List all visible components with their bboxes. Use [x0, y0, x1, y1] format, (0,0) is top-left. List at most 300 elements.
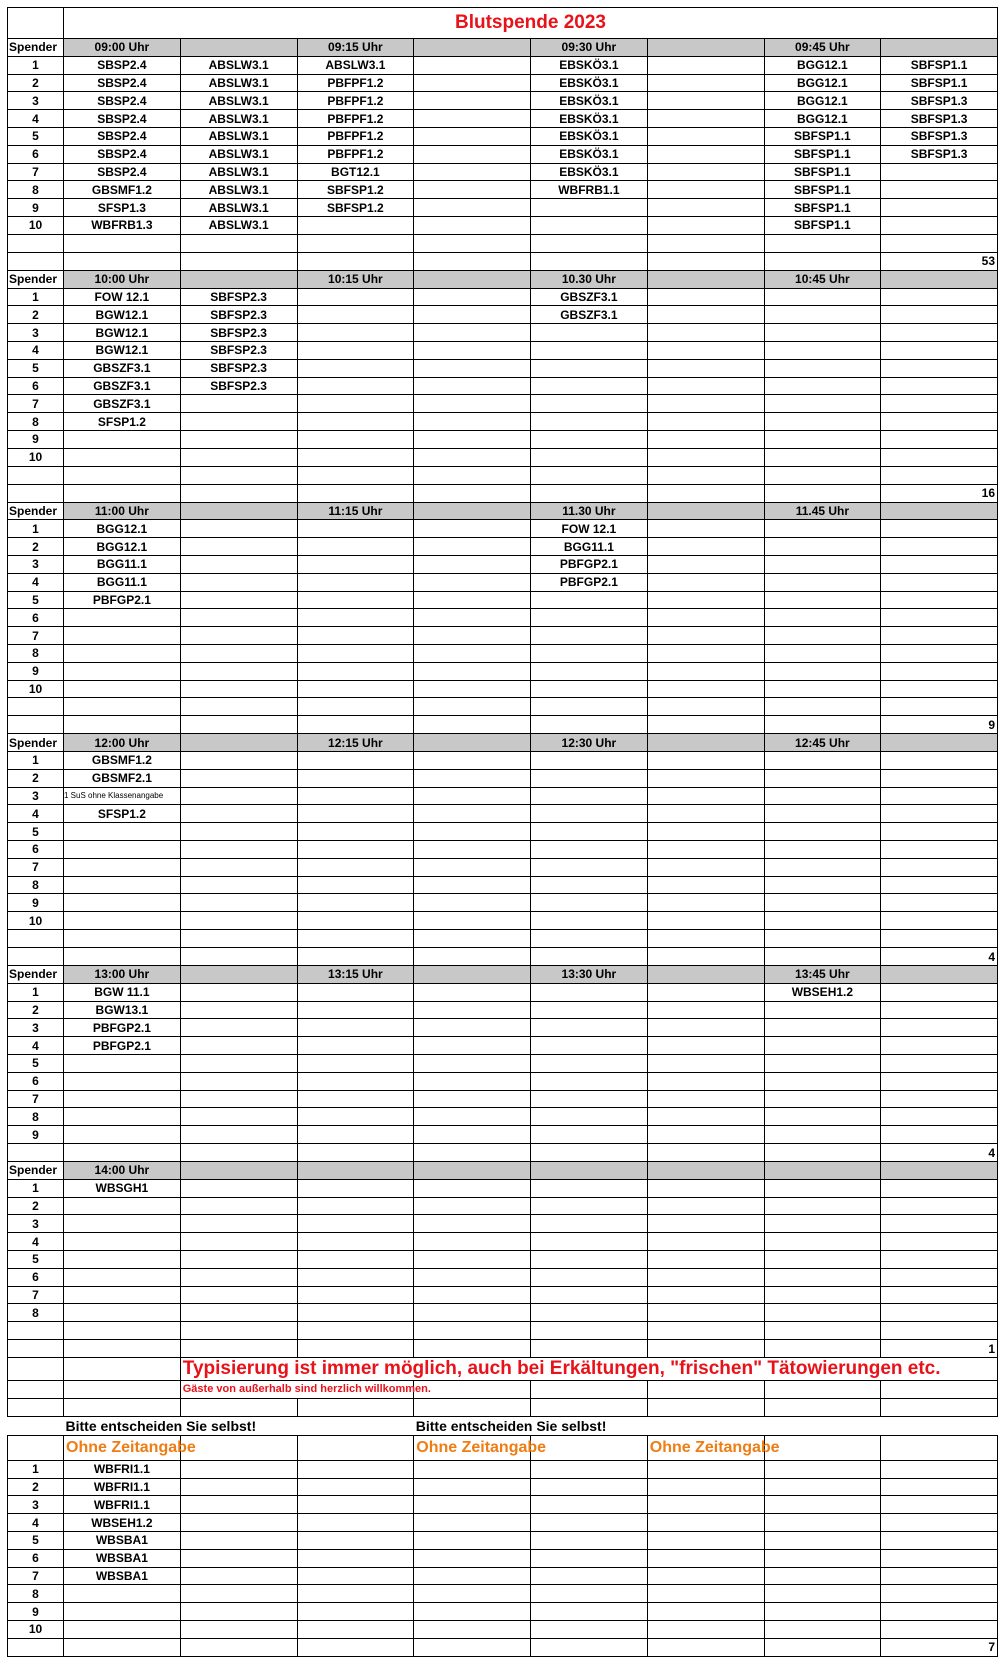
- class-cell: [297, 324, 414, 342]
- cell: [531, 930, 648, 948]
- no-time-row: [8, 1603, 998, 1621]
- cell: [8, 1435, 64, 1460]
- class-cell: [764, 306, 881, 324]
- donor-row: [8, 1268, 998, 1286]
- class-cell: SBFSP1.3: [881, 110, 998, 128]
- class-cell: [297, 1126, 414, 1144]
- class-cell: [531, 662, 648, 680]
- donor-number: 5: [8, 1531, 64, 1549]
- donor-number: 7: [8, 1090, 64, 1108]
- class-cell: [297, 591, 414, 609]
- donor-number: 9: [8, 1126, 64, 1144]
- cell: [297, 930, 414, 948]
- class-cell: [531, 341, 648, 359]
- class-cell: [764, 573, 881, 591]
- donor-row: [8, 56, 998, 74]
- cell: [297, 1514, 414, 1532]
- cell: [531, 716, 648, 734]
- class-cell: [414, 1268, 531, 1286]
- class-cell: [881, 983, 998, 1001]
- class-cell: [881, 1304, 998, 1322]
- class-cell: BGW12.1: [64, 341, 181, 359]
- class-cell: [531, 1072, 648, 1090]
- class-cell: [297, 341, 414, 359]
- class-cell: [414, 324, 531, 342]
- class-cell: [414, 769, 531, 787]
- total-row: [8, 1638, 998, 1656]
- class-cell: [531, 413, 648, 431]
- class-cell: [180, 395, 297, 413]
- cell: [414, 1567, 531, 1585]
- class-cell: [414, 805, 531, 823]
- class-cell: [180, 858, 297, 876]
- cell: [647, 698, 764, 716]
- spender-label: Spender: [8, 270, 64, 288]
- class-cell: [64, 430, 181, 448]
- class-cell: WBSGH1: [64, 1179, 181, 1197]
- class-cell: [180, 752, 297, 770]
- class-cell: [881, 520, 998, 538]
- class-cell: [531, 1126, 648, 1144]
- cell: [531, 466, 648, 484]
- donor-number: 8: [8, 876, 64, 894]
- class-cell: [297, 627, 414, 645]
- class-cell: [180, 1233, 297, 1251]
- donor-row: [8, 805, 998, 823]
- cell: [8, 1416, 64, 1435]
- class-cell: [64, 1197, 181, 1215]
- class-cell: SBFSP1.3: [881, 127, 998, 145]
- class-cell: [297, 1286, 414, 1304]
- class-cell: [647, 752, 764, 770]
- donor-row: [8, 341, 998, 359]
- class-cell: [414, 680, 531, 698]
- class-cell: [647, 538, 764, 556]
- class-cell: [881, 1251, 998, 1269]
- spender-label: Spender: [8, 1162, 64, 1180]
- donor-number: 1: [8, 1179, 64, 1197]
- cell: [414, 1381, 531, 1399]
- donor-row: [8, 644, 998, 662]
- class-cell: [64, 1108, 181, 1126]
- class-cell: WBFRB1.3: [64, 216, 181, 234]
- donor-row: [8, 216, 998, 234]
- class-cell: EBSKÖ3.1: [531, 92, 648, 110]
- donor-number: 4: [8, 1037, 64, 1055]
- class-cell: [531, 1251, 648, 1269]
- time-slot-label: [531, 1162, 648, 1180]
- class-cell: [414, 1179, 531, 1197]
- class-cell: ABSLW3.1: [180, 74, 297, 92]
- class-cell: [414, 823, 531, 841]
- class-cell: [414, 145, 531, 163]
- cell: [64, 1340, 181, 1358]
- class-cell: [647, 627, 764, 645]
- class-cell: [297, 216, 414, 234]
- class-cell: [297, 1090, 414, 1108]
- donor-row: [8, 92, 998, 110]
- class-cell: [297, 912, 414, 930]
- class-cell: [764, 359, 881, 377]
- class-cell: [881, 1233, 998, 1251]
- class-cell: [531, 787, 648, 805]
- donor-row: [8, 627, 998, 645]
- class-cell: [881, 1268, 998, 1286]
- class-cell: [297, 430, 414, 448]
- class-cell: [647, 216, 764, 234]
- class-cell: [297, 805, 414, 823]
- cell: [414, 716, 531, 734]
- cell: [881, 1603, 998, 1621]
- class-cell: [531, 680, 648, 698]
- class-cell: [531, 1215, 648, 1233]
- time-slot-cell: [881, 502, 998, 520]
- donor-number: 4: [8, 573, 64, 591]
- class-cell: SBSP2.4: [64, 56, 181, 74]
- donor-row: [8, 181, 998, 199]
- class-cell: EBSKÖ3.1: [531, 163, 648, 181]
- cell: [764, 252, 881, 270]
- time-slot-cell: [881, 1162, 998, 1180]
- donor-row: [8, 1304, 998, 1322]
- class-cell: [531, 448, 648, 466]
- donor-row: [8, 1072, 998, 1090]
- donor-row: [8, 573, 998, 591]
- time-slot-label: 10:15 Uhr: [297, 270, 414, 288]
- cell: [297, 1478, 414, 1496]
- donor-number: 6: [8, 1268, 64, 1286]
- donor-row: [8, 769, 998, 787]
- class-cell: [647, 912, 764, 930]
- total-row: [8, 484, 998, 502]
- class-cell: [764, 288, 881, 306]
- class-cell: [180, 1179, 297, 1197]
- class-cell: [297, 983, 414, 1001]
- class-cell: SBSP2.4: [64, 145, 181, 163]
- class-cell: SBFSP2.3: [180, 377, 297, 395]
- donor-row: [8, 1197, 998, 1215]
- time-slot-label: 12:15 Uhr: [297, 734, 414, 752]
- class-cell: [764, 680, 881, 698]
- class-cell: [881, 1126, 998, 1144]
- donor-number: 6: [8, 377, 64, 395]
- empty-row: [8, 234, 998, 252]
- class-cell: [647, 306, 764, 324]
- class-cell: [297, 377, 414, 395]
- cell: [64, 252, 181, 270]
- time-slot-cell: [180, 270, 297, 288]
- cell: [764, 1567, 881, 1585]
- class-cell: [414, 555, 531, 573]
- class-cell: WBSBA1: [64, 1531, 181, 1549]
- class-cell: [764, 841, 881, 859]
- class-cell: [647, 288, 764, 306]
- class-cell: BGG12.1: [764, 74, 881, 92]
- cell: [531, 484, 648, 502]
- class-cell: [297, 1001, 414, 1019]
- cell: [64, 1398, 181, 1416]
- no-time-row: [8, 1620, 998, 1638]
- class-cell: [180, 1304, 297, 1322]
- class-cell: [647, 609, 764, 627]
- class-cell: [647, 573, 764, 591]
- class-cell: [647, 145, 764, 163]
- cell: [297, 1585, 414, 1603]
- class-cell: [64, 1126, 181, 1144]
- cell: [414, 466, 531, 484]
- cell: [297, 716, 414, 734]
- cell: [414, 1340, 531, 1358]
- class-cell: [297, 1251, 414, 1269]
- class-cell: [647, 1126, 764, 1144]
- class-cell: [531, 1304, 648, 1322]
- class-cell: [881, 1322, 998, 1340]
- time-slot-cell: [180, 734, 297, 752]
- cell: [647, 930, 764, 948]
- class-cell: [297, 306, 414, 324]
- donor-number: 10: [8, 216, 64, 234]
- donor-row: [8, 1286, 998, 1304]
- time-slot-cell: [647, 966, 764, 984]
- class-cell: [414, 1197, 531, 1215]
- cell: [764, 1620, 881, 1638]
- block-total: 4: [881, 948, 998, 966]
- cell: [64, 484, 181, 502]
- cell: [647, 234, 764, 252]
- donor-row: [8, 199, 998, 217]
- class-cell: [647, 805, 764, 823]
- class-cell: [881, 1215, 998, 1233]
- time-slot-cell: [647, 1162, 764, 1180]
- class-cell: [414, 448, 531, 466]
- class-cell: PBFPF1.2: [297, 127, 414, 145]
- donor-row: [8, 448, 998, 466]
- cell: [531, 234, 648, 252]
- class-cell: [414, 110, 531, 128]
- class-cell: [180, 769, 297, 787]
- donor-row: [8, 1108, 998, 1126]
- class-cell: [881, 591, 998, 609]
- class-cell: [531, 983, 648, 1001]
- class-cell: [64, 1286, 181, 1304]
- class-cell: [881, 181, 998, 199]
- class-cell: [414, 983, 531, 1001]
- class-cell: [764, 805, 881, 823]
- donor-number: 3: [8, 787, 64, 805]
- donor-row: [8, 609, 998, 627]
- class-cell: [647, 983, 764, 1001]
- no-time-row: [8, 1585, 998, 1603]
- class-cell: [881, 1286, 998, 1304]
- block-total: 1: [881, 1340, 998, 1358]
- cell: [764, 1460, 881, 1478]
- class-cell: [531, 377, 648, 395]
- title-row: [8, 8, 998, 39]
- class-cell: [64, 841, 181, 859]
- class-cell: [414, 662, 531, 680]
- class-cell: [414, 1108, 531, 1126]
- donor-row: [8, 555, 998, 573]
- time-slot-cell: [180, 1162, 297, 1180]
- class-cell: [647, 1233, 764, 1251]
- class-cell: [531, 752, 648, 770]
- decide-label: Bitte entscheiden Sie selbst!: [65, 1417, 257, 1434]
- class-cell: [764, 377, 881, 395]
- class-cell: [180, 520, 297, 538]
- class-cell: [647, 163, 764, 181]
- cell: [297, 1496, 414, 1514]
- cell: [531, 1478, 648, 1496]
- class-cell: [414, 627, 531, 645]
- time-slot-cell: [881, 39, 998, 57]
- donor-number: 3: [8, 92, 64, 110]
- class-cell: [764, 627, 881, 645]
- donor-number: 1: [8, 1460, 64, 1478]
- cell: [764, 1340, 881, 1358]
- class-cell: WBFRI1.1: [64, 1460, 181, 1478]
- cell: [180, 1478, 297, 1496]
- class-cell: [764, 1233, 881, 1251]
- donor-number: 1: [8, 56, 64, 74]
- cell: [881, 1549, 998, 1567]
- class-cell: [881, 805, 998, 823]
- class-cell: [297, 1037, 414, 1055]
- class-cell: [180, 591, 297, 609]
- class-cell: [297, 787, 414, 805]
- total-row: [8, 1144, 998, 1162]
- cell: [414, 252, 531, 270]
- class-cell: SBFSP2.3: [180, 359, 297, 377]
- class-cell: [64, 1055, 181, 1073]
- class-cell: [297, 1055, 414, 1073]
- class-cell: SBFSP1.2: [297, 181, 414, 199]
- class-cell: [414, 216, 531, 234]
- class-cell: [647, 199, 764, 217]
- time-slot-cell: [647, 270, 764, 288]
- cell: [764, 1144, 881, 1162]
- class-cell: [531, 823, 648, 841]
- class-cell: [414, 876, 531, 894]
- donor-number: 8: [8, 181, 64, 199]
- class-cell: PBFPF1.2: [297, 145, 414, 163]
- spender-label: Spender: [8, 966, 64, 984]
- class-cell: [647, 448, 764, 466]
- donor-row: [8, 520, 998, 538]
- time-slot-label: 13:45 Uhr: [764, 966, 881, 984]
- class-cell: [881, 787, 998, 805]
- cell: [297, 948, 414, 966]
- block-total: 4: [881, 1144, 998, 1162]
- class-cell: [297, 1197, 414, 1215]
- time-slot-cell: [414, 1162, 531, 1180]
- class-cell: [647, 787, 764, 805]
- donor-number: 6: [8, 1072, 64, 1090]
- donor-number: 8: [8, 1108, 64, 1126]
- class-cell: [764, 912, 881, 930]
- class-cell: PBFGP2.1: [64, 1019, 181, 1037]
- cell: [180, 234, 297, 252]
- cell: [764, 1585, 881, 1603]
- class-cell: [297, 841, 414, 859]
- cell: [531, 1638, 648, 1656]
- class-cell: [881, 555, 998, 573]
- class-cell: [180, 1268, 297, 1286]
- block-total: 9: [881, 716, 998, 734]
- cell: [531, 1531, 648, 1549]
- class-cell: [531, 199, 648, 217]
- donor-row: [8, 876, 998, 894]
- cell: [414, 1514, 531, 1532]
- cell: [531, 1514, 648, 1532]
- class-cell: [180, 448, 297, 466]
- cell: [414, 1496, 531, 1514]
- donor-row: [8, 662, 998, 680]
- donor-number: 6: [8, 841, 64, 859]
- class-cell: [297, 1179, 414, 1197]
- class-cell: [180, 841, 297, 859]
- class-cell: [414, 181, 531, 199]
- class-cell: SBFSP2.3: [180, 341, 297, 359]
- class-cell: [180, 1090, 297, 1108]
- class-cell: [180, 787, 297, 805]
- donor-row: [8, 1215, 998, 1233]
- no-time-row: [8, 1567, 998, 1585]
- class-cell: [414, 306, 531, 324]
- cell: [414, 1638, 531, 1656]
- class-cell: [64, 1585, 181, 1603]
- class-cell: WBFRI1.1: [64, 1478, 181, 1496]
- class-cell: [531, 1233, 648, 1251]
- donor-number: 1: [8, 288, 64, 306]
- class-cell: BGW 11.1: [64, 983, 181, 1001]
- cell: [647, 1638, 764, 1656]
- cell: [881, 1478, 998, 1496]
- class-cell: [297, 448, 414, 466]
- cell: [180, 1435, 297, 1460]
- cell: [647, 1549, 764, 1567]
- class-cell: [881, 1179, 998, 1197]
- class-cell: [414, 520, 531, 538]
- class-cell: [764, 1251, 881, 1269]
- class-cell: [764, 662, 881, 680]
- class-cell: [881, 341, 998, 359]
- class-cell: [297, 609, 414, 627]
- class-cell: BGG12.1: [764, 110, 881, 128]
- donor-number: 1: [8, 520, 64, 538]
- cell: [764, 1381, 881, 1399]
- class-cell: [297, 1304, 414, 1322]
- class-cell: [531, 876, 648, 894]
- no-time-row: [8, 1496, 998, 1514]
- class-cell: PBFPF1.2: [297, 74, 414, 92]
- class-cell: [647, 1286, 764, 1304]
- class-cell: [180, 1055, 297, 1073]
- class-cell: [764, 609, 881, 627]
- class-cell: WBSEH1.2: [64, 1514, 181, 1532]
- class-cell: [647, 181, 764, 199]
- class-cell: [414, 1037, 531, 1055]
- class-cell: [647, 1090, 764, 1108]
- class-cell: [764, 448, 881, 466]
- cell: [8, 1358, 64, 1381]
- class-cell: [881, 324, 998, 342]
- donor-row: [8, 1019, 998, 1037]
- class-cell: [297, 644, 414, 662]
- donor-number: 5: [8, 591, 64, 609]
- class-cell: [64, 1322, 181, 1340]
- class-cell: SFSP1.3: [64, 199, 181, 217]
- class-cell: [764, 1268, 881, 1286]
